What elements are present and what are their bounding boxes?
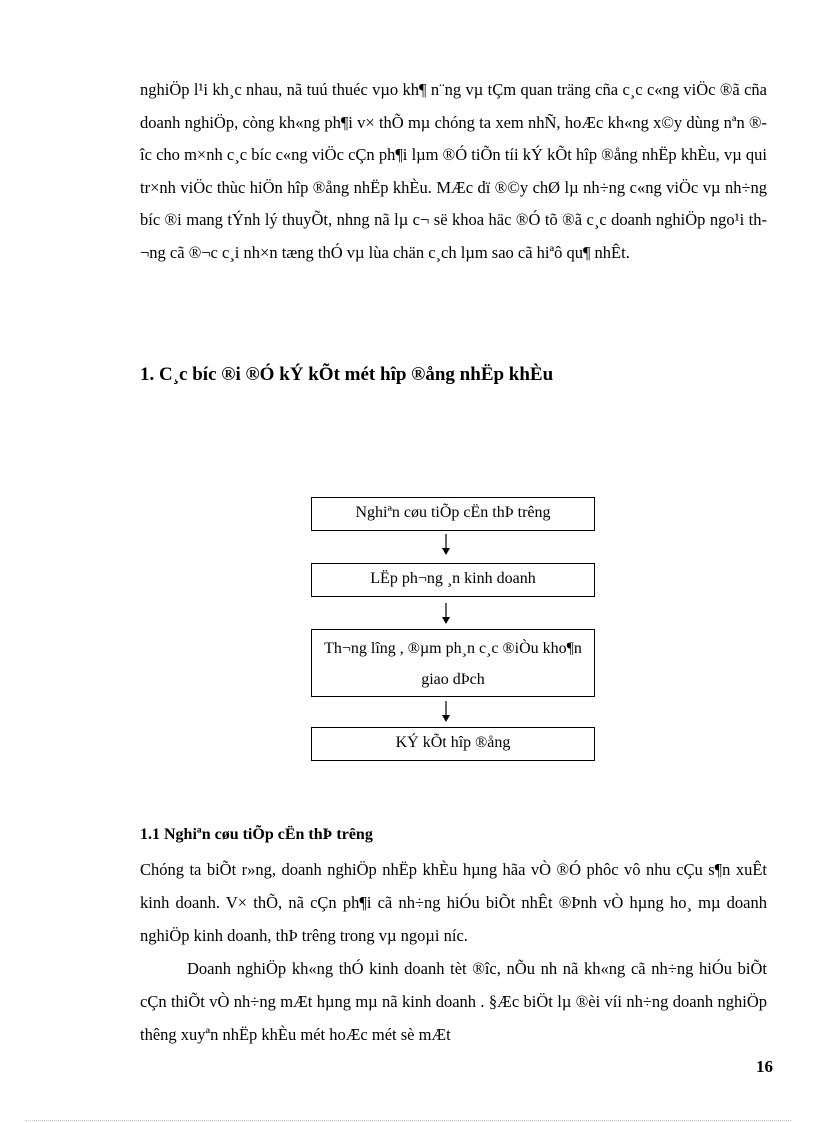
subsection-body bbox=[140, 853, 767, 1051]
section-heading: 1. C¸c bíc ®i ®Ó kÝ kÕt mét hîp ®ång nhËp khÈu bbox=[140, 364, 554, 385]
flowchart-step-market-research: Nghiªn cøu tiÕp cËn thÞ trêng bbox=[311, 497, 595, 531]
flowchart-step-business-plan: LËp ph¬ng ¸n kinh doanh bbox=[311, 563, 595, 597]
body-paragraph: Chóng ta biÕt r»ng, doanh nghiÖp nhËp khÈu hµng hãa vÒ ®Ó phôc vô nhu cÇu s¶n xuÊt kinh doanh. V× thÕ, nã cÇn ph¶i cã nh÷ng hiÓu biÕt nhÊt ®Þnh vÒ hµng ho¸ mµ doanh nghiÖp kinh doanh, thÞ trêng trong vµ ngoµi níc. bbox=[140, 860, 767, 945]
arrow-down-icon bbox=[440, 701, 452, 723]
page-number: 16 bbox=[756, 1057, 773, 1076]
intro-paragraph-block bbox=[140, 74, 767, 269]
footer-divider bbox=[25, 1120, 791, 1121]
flowchart-step-negotiation: Th¬ng lîng , ®µm ph¸n c¸c ®iÒu kho¶n giao dÞch bbox=[311, 629, 595, 697]
intro-paragraph: nghiÖp l¹i kh¸c nhau, nã tuú thuéc vµo kh¶ n¨ng vµ tÇm quan träng cña c¸c c«ng viÖc ®ã cña doanh nghiÖp, còng kh«ng ph¶i v× thÕ mµ chóng ta xem nhÑ, hoÆc kh«ng x©y dùng nªn ®îc cho m×nh c¸c bíc c«ng viÖc cÇn ph¶i lµm ®Ó tiÕn tíi kÝ kÕt hîp ®ång nhËp khÈu, vµ qui tr×nh viÖc thùc hiÖn hîp ®ång nhËp khÈu. MÆc dï ®©y chØ lµ nh÷ng c«ng viÖc vµ nh÷ng bíc ®i mang tÝnh lý thuyÕt, nhng nã lµ c¬ së khoa häc ®Ó tõ ®ã c¸c doanh nghiÖp ngo¹i th¬ng cã ®¬c c¸i nh×n tæng thÓ vµ lùa chän c¸ch lµm sao cã hiªô qu¶ nhÊt. bbox=[140, 80, 767, 262]
arrow-down-icon bbox=[440, 603, 452, 625]
subsection-heading: 1.1 Nghiªn cøu tiÕp cËn thÞ trêng bbox=[140, 826, 373, 843]
flowchart-step-sign-contract: KÝ kÕt hîp ®ång bbox=[311, 727, 595, 761]
body-paragraph: Doanh nghiÖp kh«ng thÓ kinh doanh tèt ®îc, nÕu nh nã kh«ng cã nh÷ng hiÓu biÕt cÇn thiÕt vÒ nh÷ng mÆt hµng mµ nã kinh doanh . §Æc biÖt lµ ®èi víi nh÷ng doanh nghiÖp thêng xuyªn nhËp khÈu mét hoÆc mét sè mÆt bbox=[140, 959, 767, 1044]
arrow-down-icon bbox=[440, 534, 452, 556]
